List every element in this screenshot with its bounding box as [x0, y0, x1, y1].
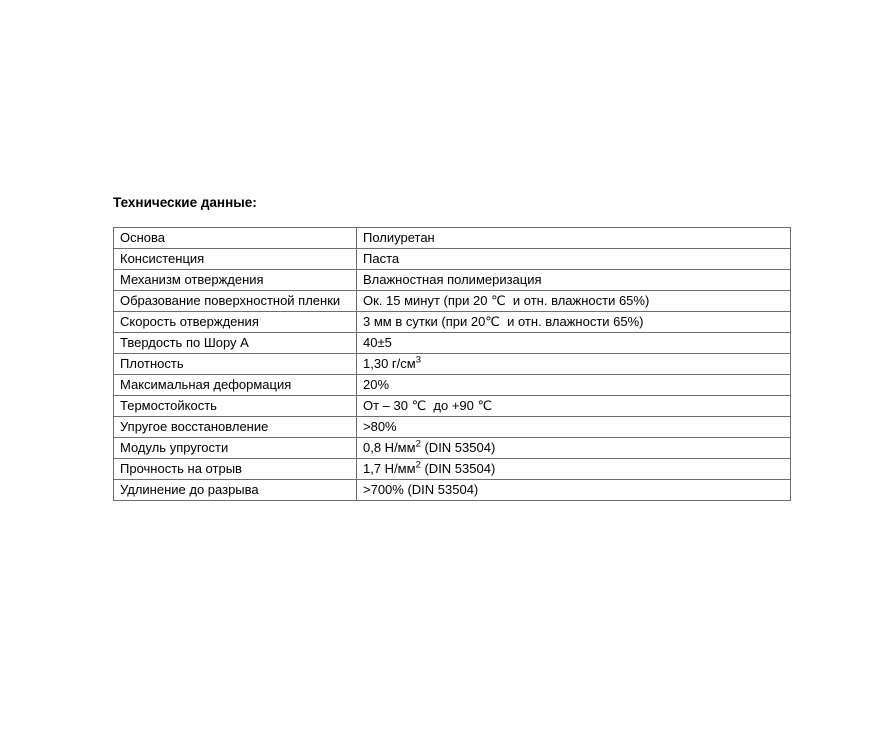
table-row: [114, 438, 791, 459]
table-row: [114, 249, 791, 270]
parameter-cell: Консистенция: [114, 249, 357, 270]
table-row: [114, 396, 791, 417]
section-heading: Технические данные:: [113, 195, 257, 210]
parameter-cell: Максимальная деформация: [114, 375, 357, 396]
parameter-cell: Прочность на отрыв: [114, 459, 357, 480]
parameter-cell: Термостойкость: [114, 396, 357, 417]
table-row: [114, 312, 791, 333]
table-row: [114, 270, 791, 291]
parameter-cell: Упругое восстановление: [114, 417, 357, 438]
superscript: 2: [415, 459, 421, 471]
table-row: [114, 291, 791, 312]
parameter-cell: Образование поверхностной пленки: [114, 291, 357, 312]
table-row: [114, 480, 791, 501]
value-cell: 20%: [357, 375, 791, 396]
table-row: [114, 228, 791, 249]
parameter-cell: Механизм отверждения: [114, 270, 357, 291]
value-cell: 1,7 $Н/мм^2$ (DIN 53504): [357, 459, 791, 480]
superscript: 3: [415, 354, 422, 366]
value-cell: >80%: [357, 417, 791, 438]
parameter-cell: Плотность: [114, 354, 357, 375]
superscript: 2: [415, 438, 421, 450]
parameter-cell: Модуль упругости: [114, 438, 357, 459]
parameter-cell: Твердость по Шору А: [114, 333, 357, 354]
value-cell: 3 мм в сутки (при 20℃ и отн. влажности 65%): [357, 312, 791, 333]
technical-data-table: [113, 227, 791, 501]
parameter-cell: Основа: [114, 228, 357, 249]
value-cell: 0,8 $Н/мм^2$ (DIN 53504): [357, 438, 791, 459]
value-cell: От – 30 ℃ до +90 ℃: [357, 396, 791, 417]
parameter-cell: Скорость отверждения: [114, 312, 357, 333]
value-cell: Паста: [357, 249, 791, 270]
table-row: [114, 354, 791, 375]
table-row: [114, 375, 791, 396]
value-cell: Полиуретан: [357, 228, 791, 249]
tech-table-body: [114, 228, 791, 501]
table-row: [114, 459, 791, 480]
value-cell: Влажностная полимеризация: [357, 270, 791, 291]
value-cell: 1,30 $г/см^3$: [357, 354, 791, 375]
value-cell: >700% (DIN 53504): [357, 480, 791, 501]
value-cell: 40±5: [357, 333, 791, 354]
table-row: [114, 417, 791, 438]
parameter-cell: Удлинение до разрыва: [114, 480, 357, 501]
value-cell: Ок. 15 минут (при 20 ℃ и отн. влажности 65%): [357, 291, 791, 312]
table-row: [114, 333, 791, 354]
